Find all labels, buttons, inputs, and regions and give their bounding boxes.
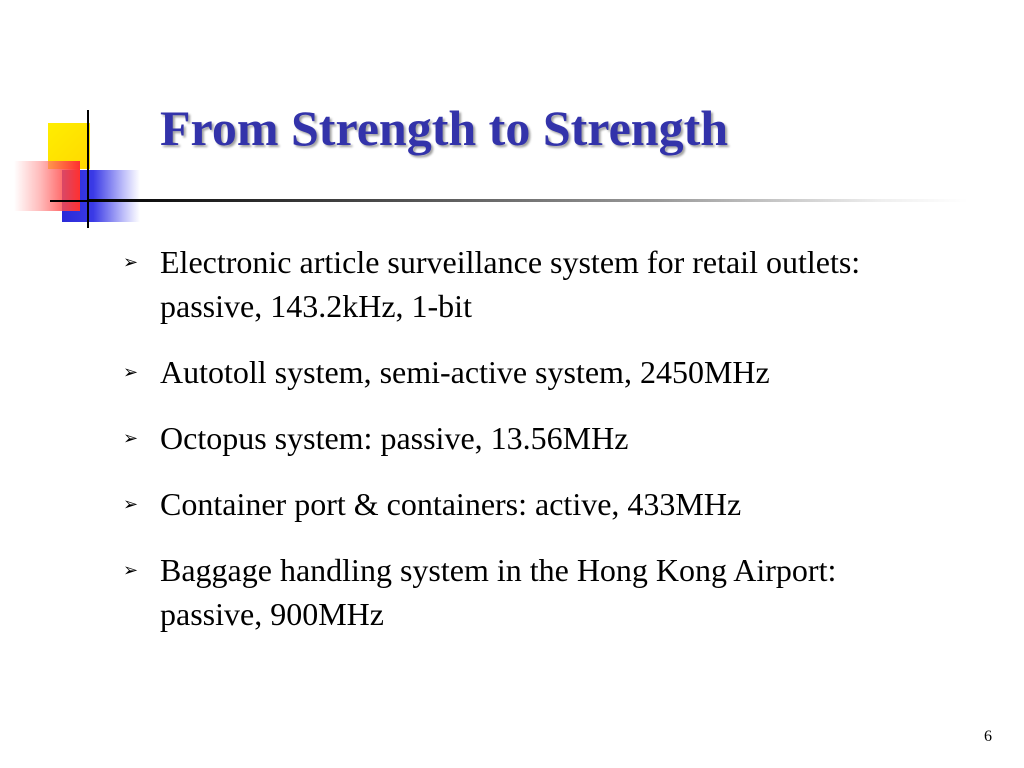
bullet-item	[120, 240, 940, 328]
slide-logo-icon	[0, 0, 160, 240]
bullet-item	[120, 416, 940, 460]
bullet-item	[120, 548, 940, 636]
arrowhead-bullet-icon: ➢	[123, 560, 139, 580]
arrowhead-bullet-icon: ➢	[123, 494, 139, 514]
arrowhead-bullet-icon: ➢	[123, 252, 139, 272]
title-divider	[88, 199, 968, 202]
bullet-item	[120, 350, 940, 394]
bullet-item	[120, 482, 940, 526]
bullet-text: Octopus system: passive, 13.56MHz	[160, 420, 629, 456]
bullet-text: Autotoll system, semi-active system, 2450MHz	[160, 354, 770, 390]
bullet-text: Electronic article surveillance system for retail outlets: passive, 143.2kHz, 1-bit	[160, 244, 861, 324]
bullet-list	[120, 240, 940, 658]
arrowhead-bullet-icon: ➢	[123, 428, 139, 448]
slide-title: From Strength to Strength	[160, 100, 729, 156]
arrowhead-bullet-icon: ➢	[123, 362, 139, 382]
logo-red-square	[14, 161, 80, 211]
page-number: 6	[984, 728, 992, 745]
logo-vertical-line	[87, 110, 89, 228]
bullet-text: Baggage handling system in the Hong Kong Airport: passive, 900MHz	[160, 552, 837, 632]
bullet-text: Container port & containers: active, 433MHz	[160, 486, 742, 522]
